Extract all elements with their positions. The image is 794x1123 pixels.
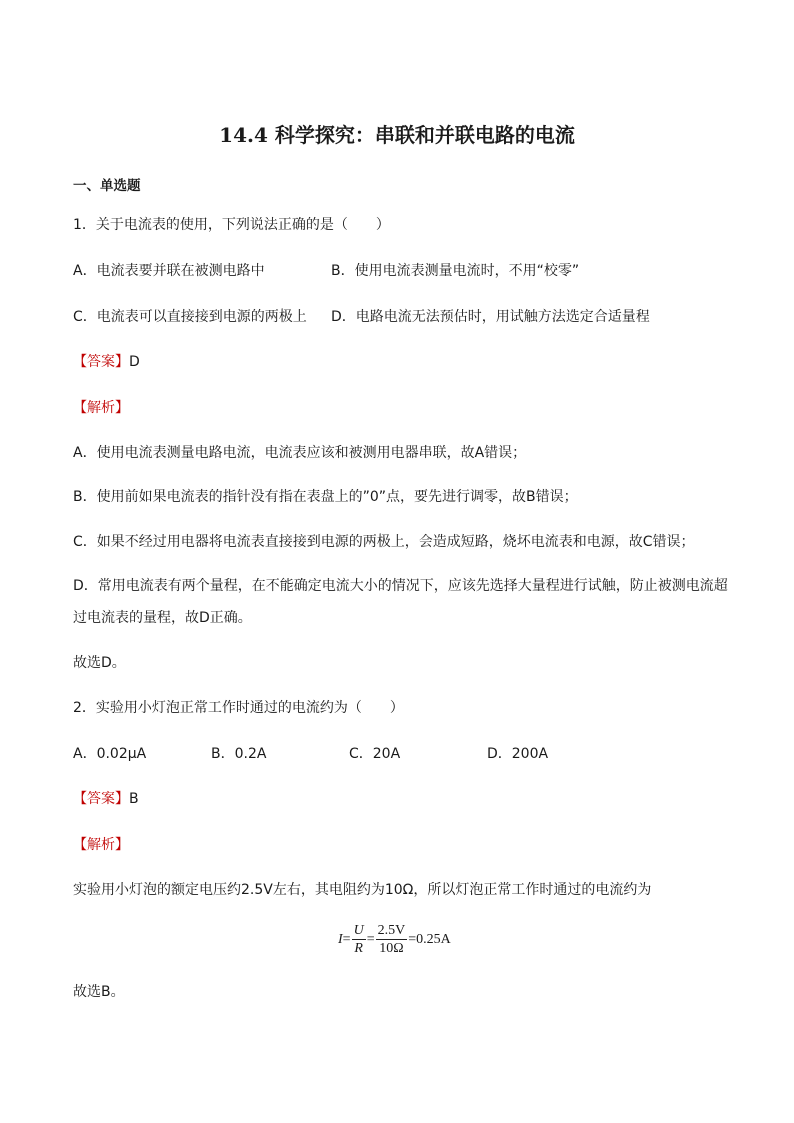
formula-denominator: R — [354, 941, 363, 956]
q2-stem: 2．实验用小灯泡正常工作时通过的电流约为（ ） — [73, 700, 404, 716]
q1-analysis-label: 【解析】 — [73, 400, 129, 416]
q1-stem: 1．关于电流表的使用，下列说法正确的是（ ） — [73, 217, 390, 233]
q2-analysis-label: 【解析】 — [73, 837, 129, 853]
q1-option-b: B．使用电流表测量电流时，不用“校零” — [331, 263, 580, 279]
q1-analysis-line: D．常用电流表有两个量程，在不能确定电流大小的情况下，应该先选择大量程进行试触，防止被测电流超 — [73, 578, 728, 594]
formula-equals: = — [342, 931, 351, 947]
formula-equals: = — [366, 931, 375, 947]
q2-option-d: D．200A — [487, 746, 549, 762]
formula-fraction-ur — [352, 922, 366, 957]
q2-analysis-text: 实验用小灯泡的额定电压约2.5V左右，其电阻约为10Ω，所以灯泡正常工作时通过的电流约为 — [73, 882, 652, 898]
q2-answer — [73, 789, 139, 809]
q2-answer-label: 【答案】 — [73, 791, 129, 807]
formula-result: =0.25A — [408, 931, 451, 947]
q1-analysis-line: 过电流表的量程，故D正确。 — [73, 610, 252, 626]
q1-answer-value: D — [129, 354, 140, 370]
q1-answer — [73, 352, 140, 372]
q1-analysis-line: A．使用电流表测量电路电流，电流表应该和被测用电器串联，故A错误； — [73, 445, 527, 461]
formula-lhs: I — [338, 931, 343, 947]
q1-option-a: A．电流表要并联在被测电路中 — [73, 263, 265, 279]
q2-conclusion: 故选B。 — [73, 984, 125, 1000]
section-heading: 一、单选题 — [73, 178, 141, 194]
q2-option-b: B．0.2A — [211, 746, 267, 762]
q1-conclusion: 故选D。 — [73, 655, 126, 671]
current-formula — [338, 922, 451, 962]
page-title: 14.4 科学探究：串联和并联电路的电流 — [219, 123, 575, 147]
q1-analysis-line: C．如果不经过用电器将电流表直接接到电源的两极上，会造成短路，烧坏电流表和电源，故C错误； — [73, 534, 695, 550]
q2-option-a: A．0.02μA — [73, 746, 147, 762]
formula-numerator: 2.5V — [377, 923, 406, 938]
formula-fraction-values — [376, 922, 408, 957]
formula-numerator: U — [353, 923, 364, 938]
q1-option-c: C．电流表可以直接接到电源的两极上 — [73, 309, 307, 325]
q2-answer-value: B — [129, 791, 139, 807]
q1-option-d: D．电路电流无法预估时，用试触方法选定合适量程 — [331, 309, 650, 325]
formula-denominator: 10Ω — [379, 941, 404, 956]
q1-answer-label: 【答案】 — [73, 354, 129, 370]
q1-analysis-line: B．使用前如果电流表的指针没有指在表盘上的”0”点，要先进行调零，故B错误； — [73, 489, 578, 505]
q2-option-c: C．20A — [349, 746, 401, 762]
